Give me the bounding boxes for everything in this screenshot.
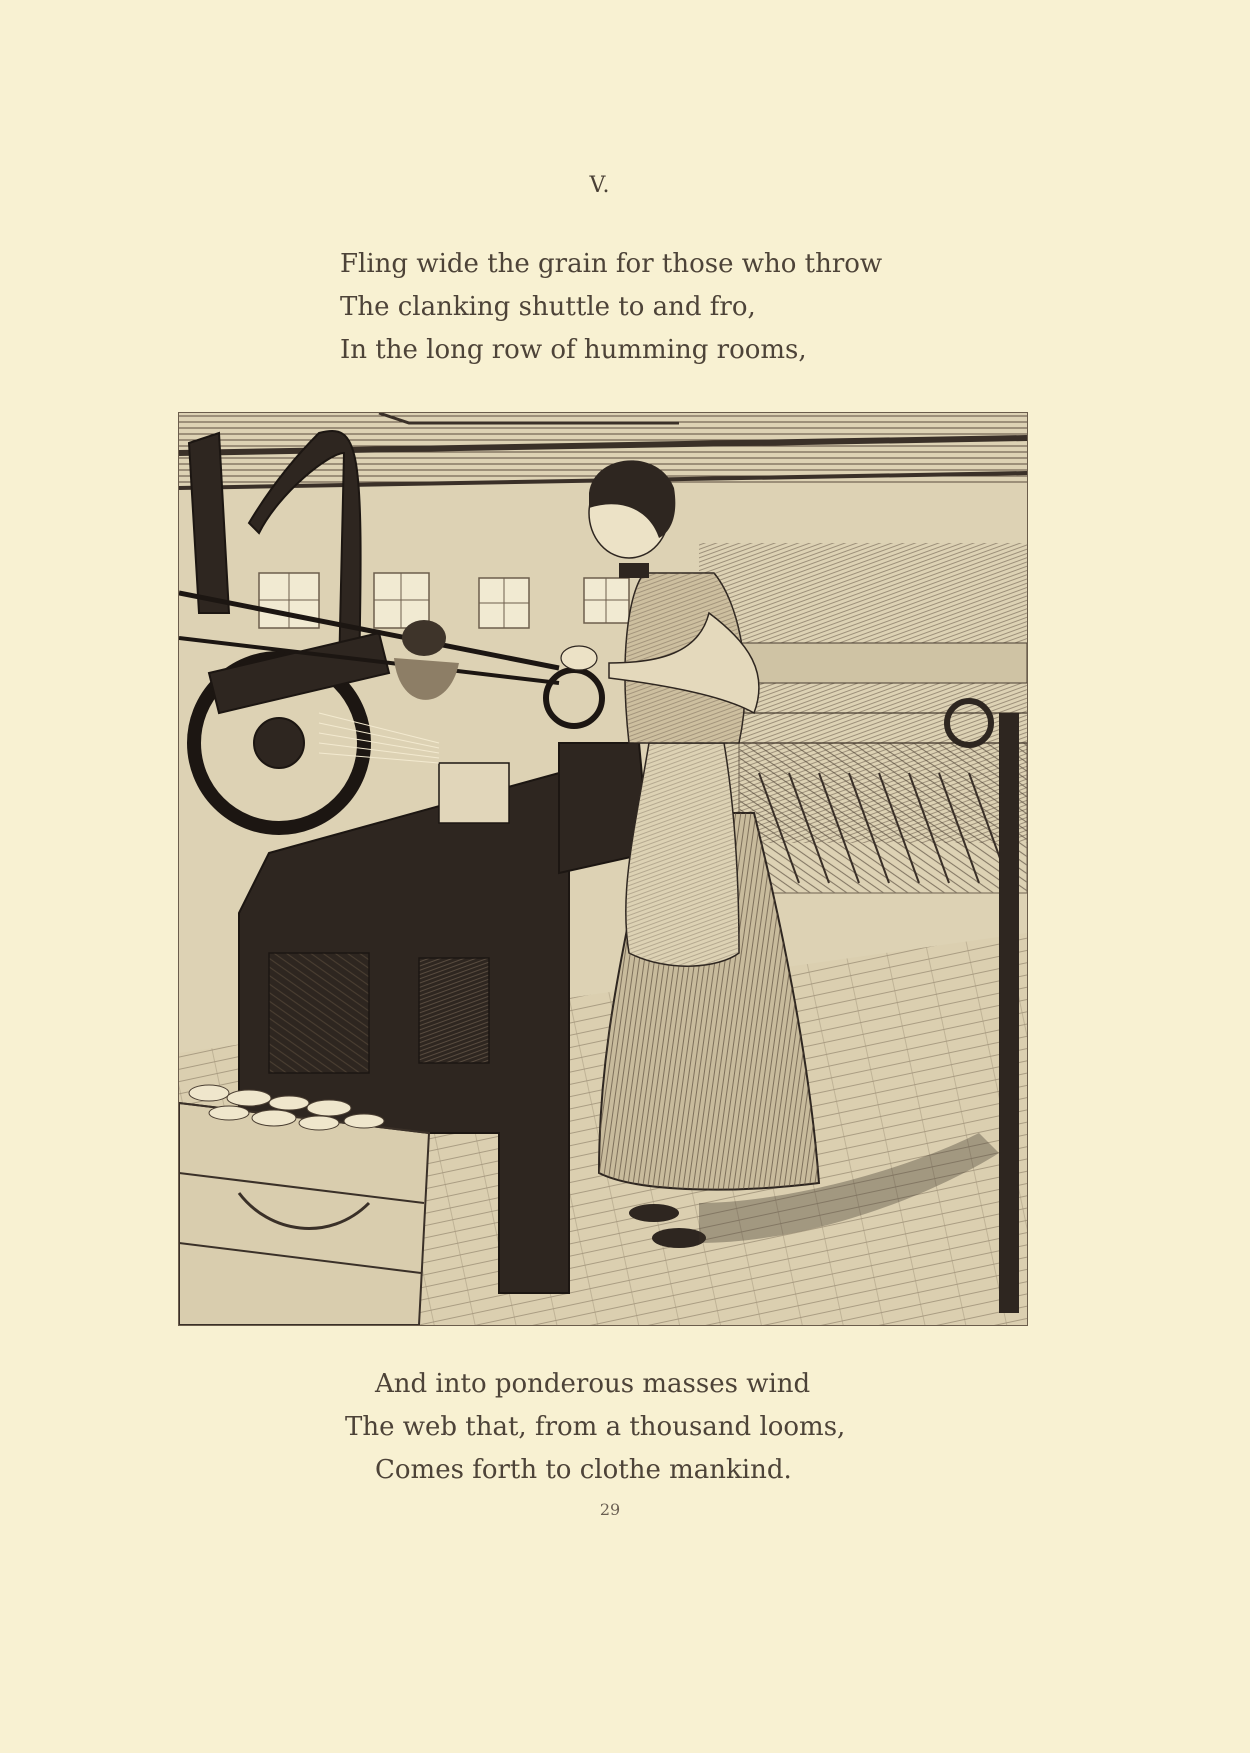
verse-line: The web that, from a thousand looms, <box>345 1412 846 1442</box>
verse-line: Fling wide the grain for those who throw <box>340 249 883 279</box>
verse-line: And into ponderous masses wind <box>375 1369 811 1399</box>
stanza-top <box>340 243 882 372</box>
verse-line: The clanking shuttle to and fro, <box>340 292 756 322</box>
stanza-bottom <box>345 1363 845 1492</box>
verse-line: Comes forth to clothe mankind. <box>375 1455 792 1485</box>
page-number: 29 <box>599 1500 621 1519</box>
section-numeral: V. <box>589 173 611 198</box>
engraving-illustration <box>178 412 1028 1326</box>
verse-line: In the long row of humming rooms, <box>340 335 807 365</box>
